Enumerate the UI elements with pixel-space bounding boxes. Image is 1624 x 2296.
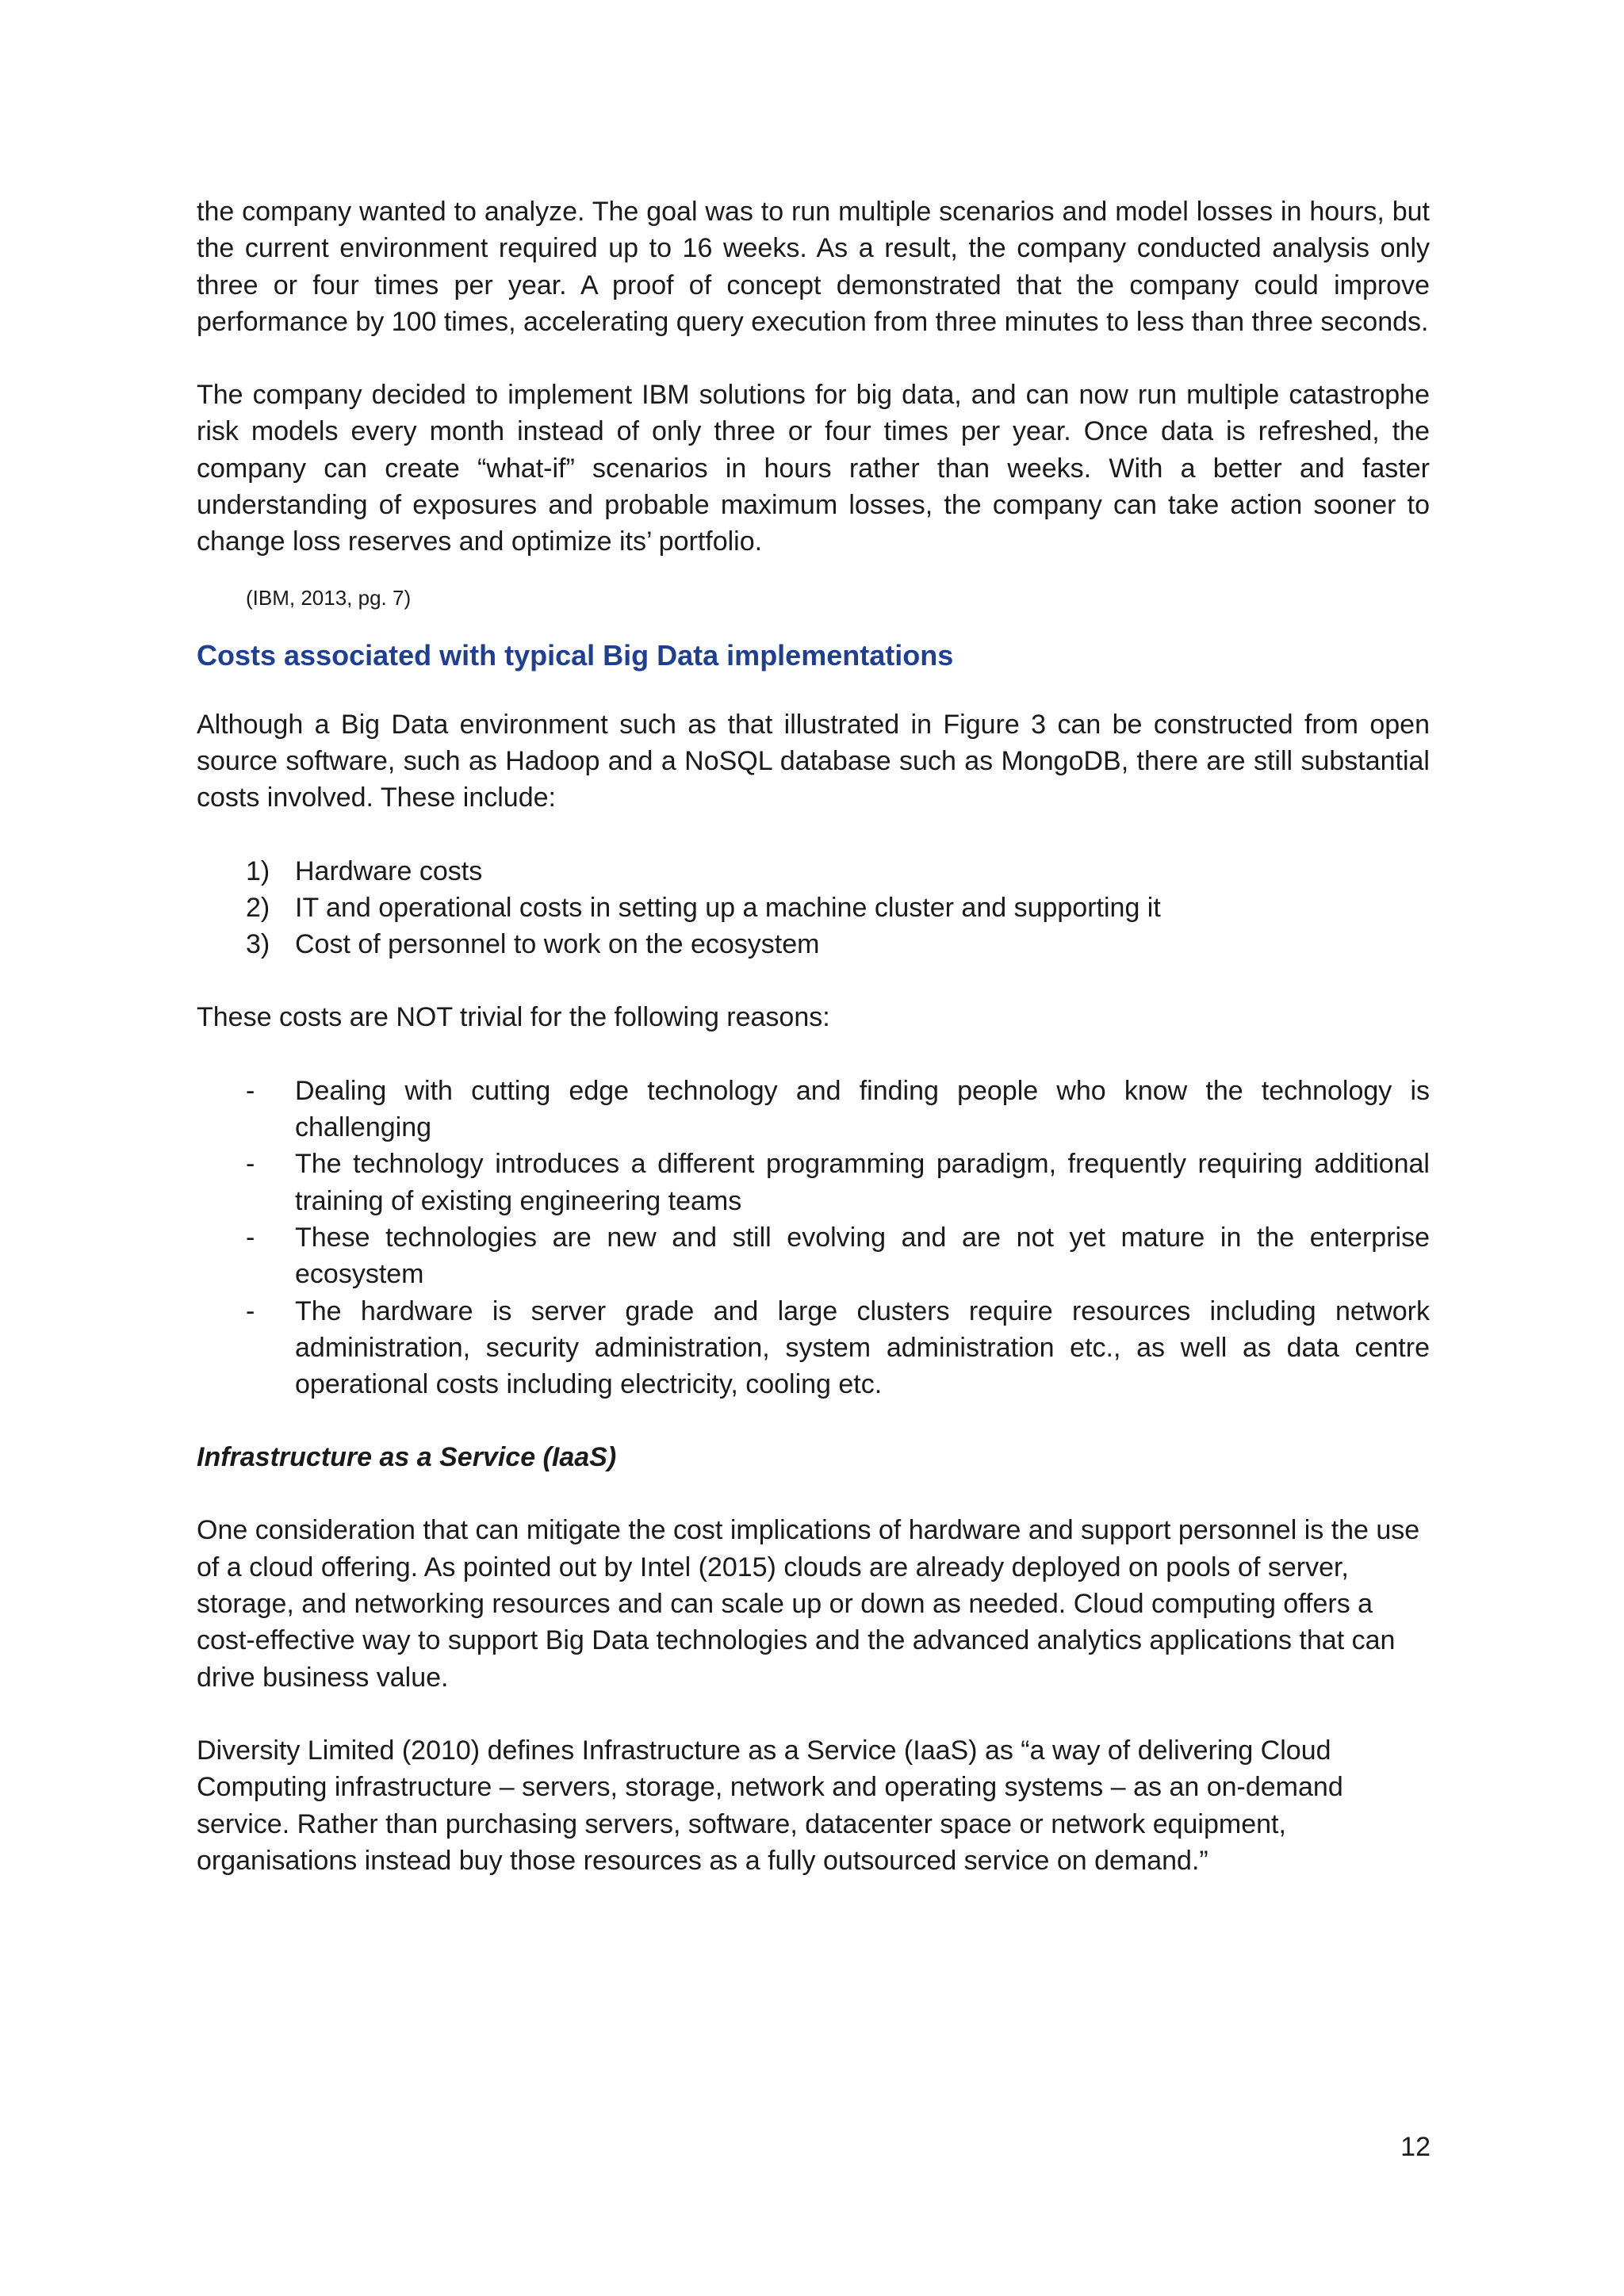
list-item-text: Hardware costs [295, 855, 483, 886]
list-marker: - [246, 1222, 255, 1253]
section-heading-costs: Costs associated with typical Big Data implementations [197, 638, 954, 672]
list-item [197, 1219, 1430, 1293]
list-item-text: The technology introduces a different programming paradigm, frequently requiring additional training of existing engineering teams [295, 1149, 1430, 1216]
list-marker: - [246, 1075, 255, 1106]
list-marker: 3) [246, 929, 270, 960]
paragraph-scenarios: the company wanted to analyze. The goal was to run multiple scenarios and model losses in hours, but the current environment required up to 16 weeks. As a result, the company conducted analysis only three or four times per year. A proof of concept demonstrated that the company could improve performance by 100 times, accelerating query execution from three minutes to less than three seconds. [197, 197, 1430, 337]
list-marker: - [246, 1295, 255, 1326]
citation: (IBM, 2013, pg. 7) [246, 585, 412, 610]
list-item [197, 1073, 1430, 1146]
list-item [197, 853, 1430, 890]
numbered-cost-list [197, 853, 1430, 963]
list-item-text: These technologies are new and still evolving and are not yet mature in the enterprise ecosystem [295, 1222, 1430, 1290]
paragraph-ibm-solution: The company decided to implement IBM solutions for big data, and can now run multiple catastrophe risk models every month instead of only three or four times per year. Once data is refreshed, the company can create “what-if” scenarios in hours rather than weeks. With a better and faster understanding of exposures and probable maximum losses, the company can take action sooner to change loss reserves and optimize its’ portfolio. [197, 380, 1430, 557]
dash-reason-list [197, 1073, 1430, 1403]
list-item-text: The hardware is server grade and large clusters require resources including network administration, security administration, system administration etc., as well as data centre operational costs including electricity, cooling etc. [295, 1295, 1430, 1400]
list-marker: 2) [246, 892, 270, 923]
list-item [197, 890, 1430, 926]
paragraph-costs-intro: Although a Big Data environment such as that illustrated in Figure 3 can be constructed from open source software, such as Hadoop and a NoSQL database such as MongoDB, there are still substantial costs involved. These include: [197, 709, 1430, 813]
list-marker: - [246, 1149, 255, 1180]
page-number: 12 [1400, 2132, 1431, 2162]
paragraph-iaas-definition: Diversity Limited (2010) defines Infrastructure as a Service (IaaS) as “a way of delivering Cloud Computing infrastructure – servers, storage, network and operating systems – as an on-demand service. Rather than purchasing servers, software, datacenter space or network equipment, organisations instead buy those resources as a fully outsourced service on demand.” [197, 1735, 1343, 1876]
list-item-text: Cost of personnel to work on the ecosystem [295, 929, 820, 960]
paragraph-cloud-offering: One consideration that can mitigate the cost implications of hardware and support personnel is the use of a cloud offering. As pointed out by Intel (2015) clouds are already deployed on pools of server, storage, and networking resources and can scale up or down as needed. Cloud computing offers a cost-effective way to support Big Data technologies and the advanced analytics applications that can drive business value. [197, 1515, 1420, 1693]
list-marker: 1) [246, 855, 270, 886]
list-item [197, 1146, 1430, 1219]
page-content [197, 193, 1430, 1915]
list-item [197, 926, 1430, 962]
list-item-text: Dealing with cutting edge technology and finding people who know the technology is challenging [295, 1075, 1430, 1143]
section-heading-iaas: Infrastructure as a Service (IaaS) [197, 1442, 617, 1473]
paragraph-costs-reasons: These costs are NOT trivial for the following reasons: [197, 1002, 830, 1033]
list-item-text: IT and operational costs in setting up a machine cluster and supporting it [295, 892, 1161, 923]
list-item [197, 1293, 1430, 1403]
